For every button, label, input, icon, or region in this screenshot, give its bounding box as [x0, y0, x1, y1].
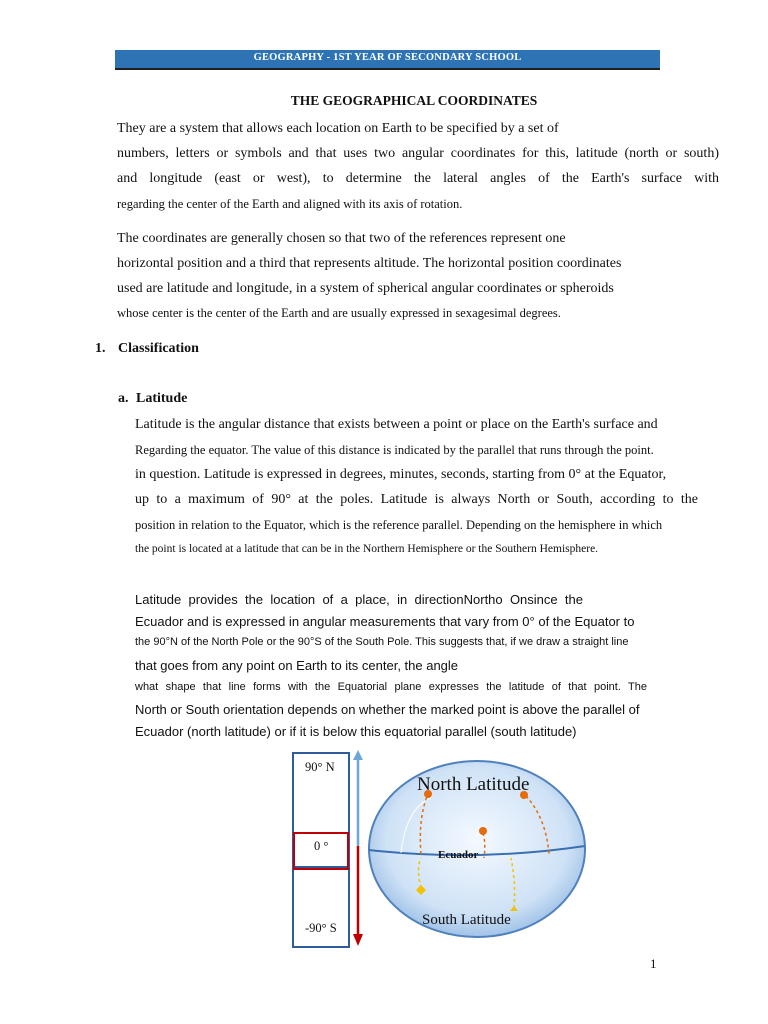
arrow-up-head	[353, 750, 363, 760]
latitude2-line-7: Ecuador (north latitude) or if it is below this equatorial parallel (south latitude)	[135, 724, 577, 739]
latitude-line-2: Regarding the equator. The value of this distance is indicated by the parallel that runs through the point.	[135, 443, 654, 457]
section-number: 1.	[95, 341, 106, 356]
latitude-line-4: up to a maximum of 90° at the poles. Latitude is always North or South, according to the	[135, 492, 698, 507]
section-title: Classification	[118, 341, 199, 356]
latitude2-line-3: the 90°N of the North Pole or the 90°S of the South Pole. This suggests that, if we draw a straight line	[135, 636, 629, 648]
page-number: 1	[650, 956, 657, 971]
latitude-line-3: in question. Latitude is expressed in degrees, minutes, seconds, starting from 0° at the Equator,	[135, 467, 667, 482]
scale-label-south: -90° S	[305, 921, 337, 935]
document-title: THE GEOGRAPHICAL COORDINATES	[290, 93, 538, 108]
latitude-line-6: the point is located at a latitude that can be in the Northern Hemisphere or the Southern Hemisphere.	[135, 543, 599, 555]
para2-line-2: horizontal position and a third that represents altitude. The horizontal position coordinates	[117, 256, 622, 271]
subsection-title: Latitude	[136, 391, 188, 406]
scale-label-north: 90° N	[305, 760, 335, 774]
intro-line-3: and longitude (east or west), to determine the lateral angles of the Earth's surface with	[117, 171, 719, 186]
para2-line-3: used are latitude and longitude, in a system of spherical angular coordinates or spheroids	[117, 281, 614, 296]
latitude2-line-2: Ecuador and is expressed in angular measurements that vary from 0° of the Equator to	[135, 614, 635, 629]
latitude-line-5: position in relation to the Equator, which is the reference parallel. Depending on the hemisphere in which	[135, 518, 663, 532]
latitude2-line-1: Latitude provides the location of a place, in directionNortho Onsince the	[135, 592, 583, 607]
subsection-label: a.	[118, 391, 129, 406]
para2-line-4: whose center is the center of the Earth and are usually expressed in sexagesimal degrees.	[117, 306, 561, 320]
north-latitude-label: North Latitude	[417, 774, 530, 795]
latitude2-line-5: what shape that line forms with the Equatorial plane expresses the latitude of that point. The	[135, 681, 647, 693]
north-point-2	[479, 827, 487, 835]
intro-line-1: They are a system that allows each location on Earth to be specified by a set of	[117, 121, 559, 136]
intro-line-2: numbers, letters or symbols and that uses two angular coordinates for this, latitude (north or south)	[117, 146, 719, 161]
intro-line-4: regarding the center of the Earth and aligned with its axis of rotation.	[117, 197, 463, 211]
equator-label: Ecuador	[438, 849, 479, 861]
latitude2-line-4: that goes from any point on Earth to its center, the angle	[135, 658, 459, 673]
header-bar	[115, 50, 660, 70]
header-text: GEOGRAPHY - 1ST YEAR OF SECONDARY SCHOOL	[253, 52, 522, 63]
arrow-down-head	[353, 934, 363, 946]
scale-label-equator: 0 °	[314, 839, 329, 853]
latitude-line-1: Latitude is the angular distance that exists between a point or place on the Earth's surface and	[135, 417, 658, 432]
latitude2-line-6: North or South orientation depends on whether the marked point is above the parallel of	[135, 702, 640, 717]
south-latitude-label: South Latitude	[422, 912, 511, 928]
para2-line-1: The coordinates are generally chosen so that two of the references represent one	[117, 231, 566, 246]
